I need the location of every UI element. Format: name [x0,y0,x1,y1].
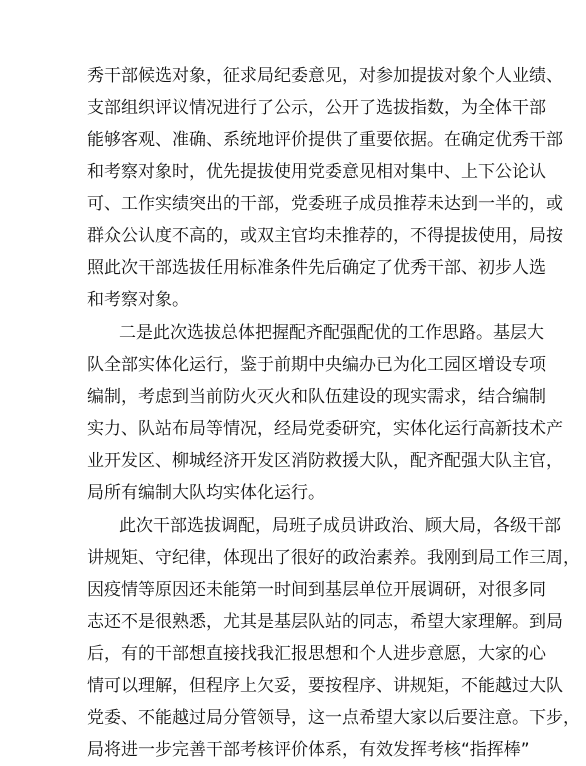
text-line: 群众公认度不高的，或双主官均未推荐的，不得提拔使用，局按 [87,226,563,246]
text-line: 业开发区、柳城经济开发区消防救援大队，配齐配强大队主官， [87,451,563,471]
text-line: 秀干部候选对象，征求局纪委意见，对参加提拔对象个人业绩、 [87,66,563,86]
text-line: 能够客观、准确、系统地评价提供了重要依据。在确定优秀干部 [87,130,563,150]
text-line: 队全部实体化运行，鉴于前期中央编办已为化工园区增设专项 [87,355,546,375]
text-line: 和考察对象时，优先提拔使用党委意见相对集中、上下公论认 [87,162,546,182]
text-line: 照此次干部选拔任用标准条件先后确定了优秀干部、初步人选 [87,258,546,278]
text-line: 情可以理解，但程序上欠妥，要按程序、讲规矩，不能越过大队 [87,676,563,696]
text-line: 局将进一步完善干部考核评价体系，有效发挥考核“指挥棒” [87,740,530,760]
text-line: 实力、队站布局等情况，经局党委研究，实体化运行高新技术产 [87,419,563,439]
text-line: 可、工作实绩突出的干部，党委班子成员推荐未达到一半的，或 [87,194,563,214]
text-line: 局所有编制大队均实体化运行。 [87,483,325,503]
text-line: 党委、不能越过局分管领导，这一点希望大家以后要注意。下步， [87,708,580,728]
text-line: 和考察对象。 [87,290,189,310]
text-line: 后，有的干部想直接找我汇报思想和个人进步意愿，大家的心 [87,644,546,664]
text-line: 讲规矩、守纪律，体现出了很好的政治素养。我刚到局工作三周， [87,548,580,568]
text-line: 此次干部选拔调配，局班子成员讲政治、顾大局，各级干部 [119,516,561,536]
text-line: 二是此次选拔总体把握配齐配强配优的工作思路。基层大 [119,323,544,343]
text-line: 编制，考虑到当前防火灭火和队伍建设的现实需求，结合编制 [87,387,546,407]
text-line: 因疫情等原因还未能第一时间到基层单位开展调研，对很多同 [87,580,546,600]
text-line: 支部组织评议情况进行了公示，公开了选拔指数，为全体干部 [87,98,546,118]
text-line: 志还不是很熟悉，尤其是基层队站的同志，希望大家理解。到局 [87,612,563,632]
